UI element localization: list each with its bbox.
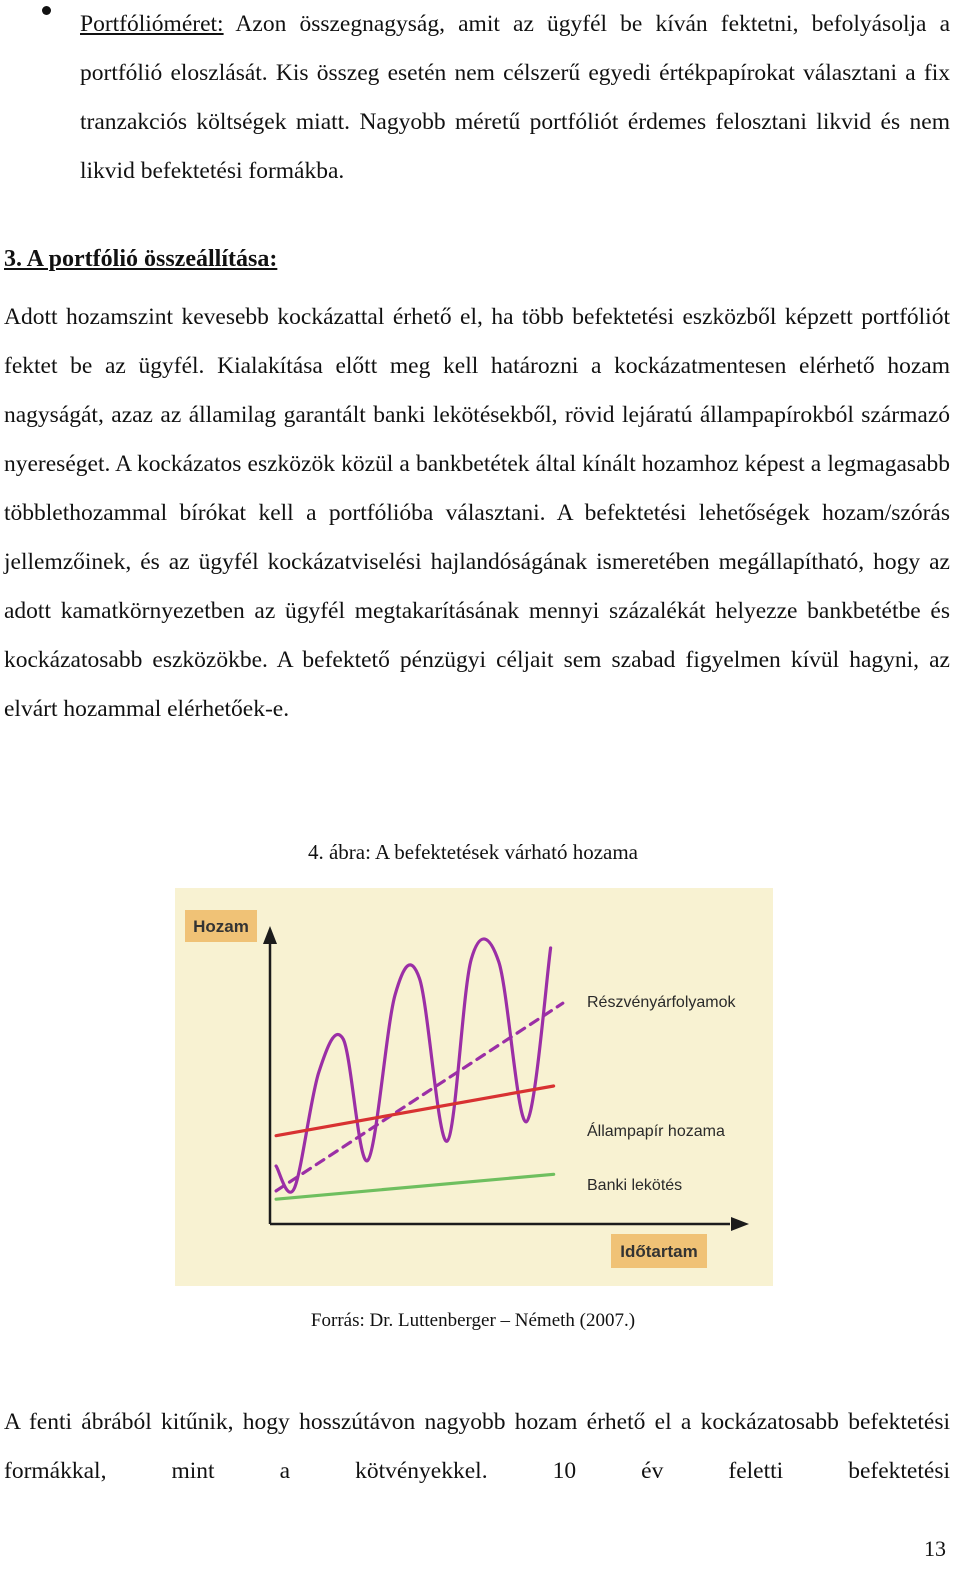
figure-caption: 4. ábra: A befektetések várható hozama — [307, 840, 639, 864]
bullet-body: Azon összegnagyság, amit az ügyfél be kíván fektetni, befolyásolja a portfólió eloszlását. Kis összeg esetén nem célszerű egyedi értékpapírokat választani a fix tranzakciós költségek miatt. Nagyobb méretű portfóliót érdemes felosztani likvid és nem likvid befektetési formákba. — [80, 11, 950, 184]
chart-svg — [175, 888, 773, 1286]
y-axis-label: Hozam — [193, 917, 249, 936]
chart-figure — [175, 888, 773, 1286]
closing-paragraph: A fenti ábrából kitűnik, hogy hosszútávon nagyobb hozam érhető el a kockázatosabb befektetési formákkal, mint a kötvényekkel. 10 év feletti befektetési — [4, 1409, 950, 1484]
legend-label-stocks: Részvényárfolyamok — [587, 994, 736, 1011]
section-heading: 3. A portfólió összeállítása: — [4, 246, 278, 272]
x-axis-label: Időtartam — [620, 1242, 698, 1261]
page-number: 13 — [924, 1536, 946, 1561]
bullet-term: Portfólióméret: — [80, 11, 224, 37]
legend-label-bank-deposit: Banki lekötés — [587, 1177, 683, 1194]
bullet-item-portfolio-size — [30, 0, 950, 196]
legend-label-government-bonds: Állampapír hozama — [587, 1123, 725, 1140]
figure-source: Forrás: Dr. Luttenberger – Németh (2007.) — [310, 1310, 636, 1331]
bullet-dot-icon — [42, 6, 51, 15]
section-paragraph: Adott hozamszint kevesebb kockázattal érhető el, ha több befektetési eszközből képzett portfóliót fektet be az ügyfél. Kialakítása előtt meg kell határozni a kockázatmentesen elérhető hozam nagyságát, azaz az államilag garantált banki lekötésekből, rövid lejáratú állampapírokból származó nyereséget. A kockázatos eszközök közül a bankbetétek által kínált hozamhoz képest a legmagasabb többlethozammal bírókat kell a portfólióba választani. A befektetési lehetőségek hozam/szórás jellemzőinek, és az ügyfél kockázatviselési hajlandóságának ismeretében megállapítható, hogy az adott kamatkörnyezetben az ügyfél megtakarításának mennyi százalékát helyezze bankbetétbe és kockázatosabb eszközökbe. A befektető pénzügyi céljait sem szabad figyelmen kívül hagyni, az elvárt hozammal elérhetőek-e. — [4, 304, 950, 722]
bullet-text — [80, 0, 950, 196]
